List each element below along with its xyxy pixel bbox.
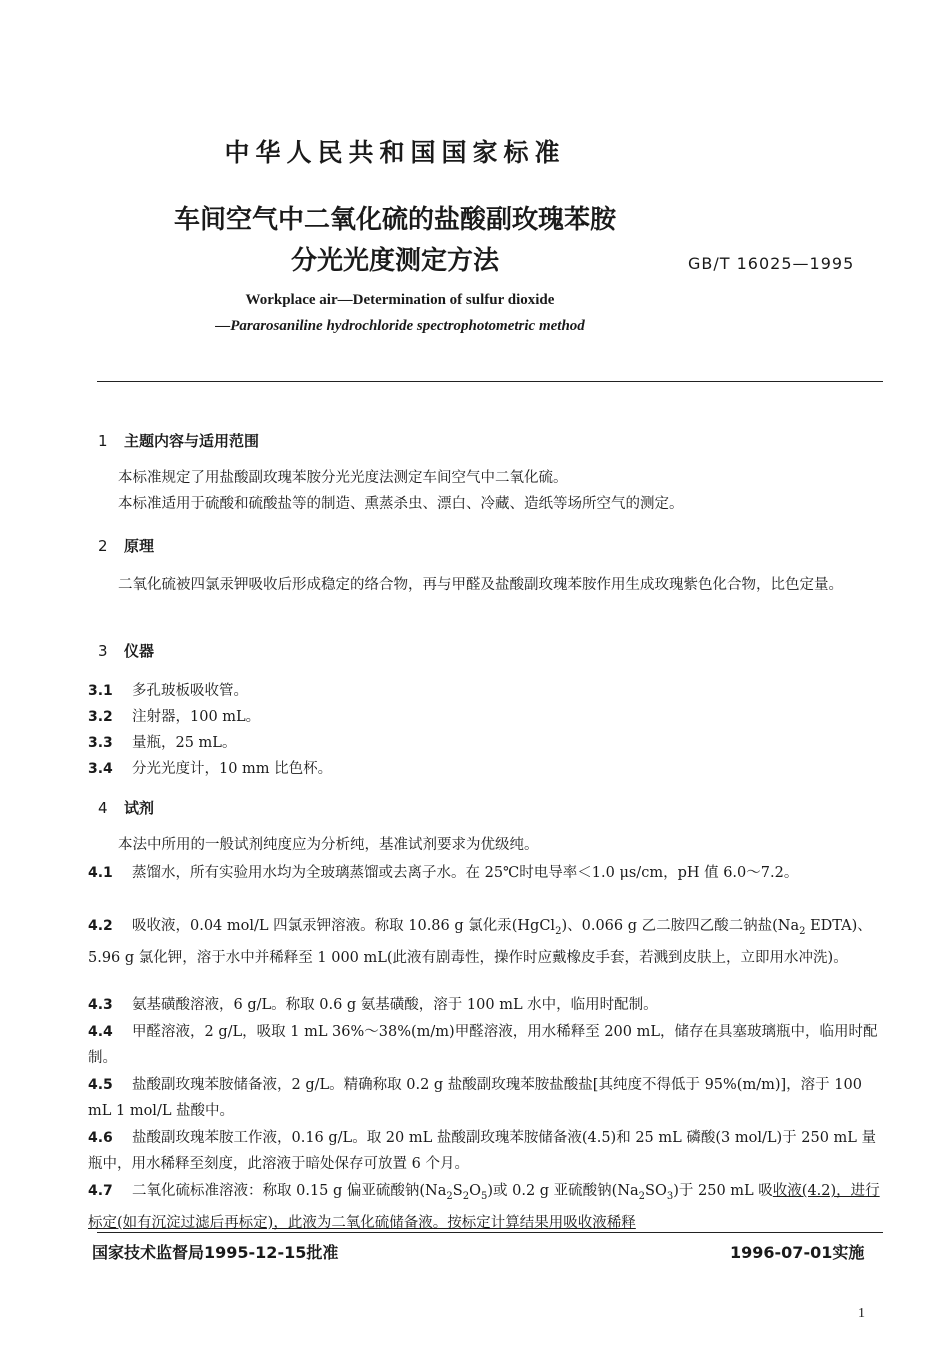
list-item	[88, 860, 883, 886]
subscript: 2	[555, 925, 562, 937]
item-text: 盐酸副玫瑰苯胺工作液，0.16 g/L。取 20 mL 盐酸副玫瑰苯胺储备液(4.5)和 25 mL 磷酸(3 mol/L)于 250 mL 量瓶中，用水稀释至刻度，此溶液于暗处保存可放置 6 个月。	[88, 1130, 877, 1172]
item-number: 4.1	[88, 865, 113, 881]
item-text-e: SO	[645, 1183, 667, 1199]
item-text: 分光光度计，10 mm 比色杯。	[132, 761, 333, 777]
section-title: 仪器	[124, 642, 155, 660]
item-text: 多孔玻板吸收管。	[132, 683, 248, 699]
header-divider	[97, 381, 883, 382]
list-item	[88, 678, 883, 704]
page-number: 1	[858, 1306, 865, 1321]
item-number: 4.5	[88, 1077, 113, 1093]
english-title-line1: Workplace air—Determination of sulfur dioxide	[245, 292, 555, 308]
section-number: 4	[98, 799, 108, 817]
footer-divider	[97, 1232, 883, 1233]
national-standard-heading: 中华人民共和国国家标准	[224, 138, 566, 167]
section-1-heading	[98, 430, 259, 451]
subscript: 2	[446, 1190, 453, 1202]
section-title: 主题内容与适用范围	[124, 432, 260, 450]
item-text-b: )、0.066 g 乙二胺四乙酸二钠盐(Na	[561, 918, 800, 934]
item-text-b: S	[452, 1183, 463, 1199]
implementation-date: 1996-07-01实施	[730, 1243, 865, 1262]
item-number: 3.3	[88, 735, 113, 751]
list-item	[88, 1072, 883, 1124]
item-number: 4.7	[88, 1183, 113, 1199]
item-text-d: )或 0.2 g 亚硫酸钠(Na	[487, 1183, 639, 1199]
section-3-heading	[98, 640, 154, 661]
item-number: 3.1	[88, 683, 113, 699]
subscript: 5	[480, 1190, 488, 1202]
item-text-a: 二氧化硫标准溶液：称取 0.15 g 偏亚硫酸钠(Na	[132, 1183, 447, 1199]
item-text: 氨基磺酸溶液，6 g/L。称取 0.6 g 氨基磺酸，溶于 100 mL 水中，临用时配制。	[132, 997, 658, 1013]
document-title-line1: 车间空气中二氧化硫的盐酸副玫瑰苯胺	[173, 205, 616, 235]
section-number: 2	[98, 537, 108, 555]
document-title-line2: 分光光度测定方法	[290, 246, 499, 276]
item-number: 3.2	[88, 709, 113, 725]
paragraph: 本标准适用于硫酸和硫酸盐等的制造、熏蒸杀虫、漂白、冷藏、造纸等场所空气的测定。	[118, 496, 684, 512]
list-item	[88, 1125, 883, 1177]
paragraph: 本标准规定了用盐酸副玫瑰苯胺分光光度法测定车间空气中二氧化硫。	[118, 470, 568, 486]
section-title: 原理	[124, 537, 155, 555]
item-number: 4.2	[88, 918, 113, 934]
section-title: 试剂	[124, 799, 155, 817]
item-number: 4.3	[88, 997, 113, 1013]
list-item	[88, 1019, 883, 1071]
item-text: 甲醛溶液，2 g/L，吸取 1 mL 36%～38%(m/m)甲醛溶液，用水稀释至 200 mL，储存在具塞玻璃瓶中，临用时配制。	[88, 1024, 878, 1066]
subscript: 2	[462, 1190, 470, 1202]
english-title-line2: —Pararosaniline hydrochloride spectrophotometric method	[215, 318, 585, 334]
list-item	[88, 913, 883, 971]
approval-date: 国家技术监督局1995-12-15批准	[92, 1243, 339, 1262]
item-text: 注射器，100 mL。	[132, 709, 261, 725]
standard-number: GB/T 16025—1995	[688, 254, 855, 273]
item-text: 蒸馏水，所有实验用水均为全玻璃蒸馏或去离子水。在 25℃时电导率＜1.0 μs/cm，pH 值 6.0～7.2。	[132, 865, 799, 881]
section-2-heading	[98, 535, 154, 556]
list-item	[88, 704, 883, 730]
item-text-f: )于 250 mL 吸	[673, 1183, 773, 1199]
list-item	[88, 992, 883, 1018]
subscript: 3	[666, 1190, 674, 1202]
list-item	[88, 1178, 883, 1236]
item-number: 4.6	[88, 1130, 113, 1146]
underlined-text: 收液(4.2)，进行标定(如有沉淀过滤后再标定)，此液为二氧化硫储备液。按标定计算结果用吸收液稀释	[88, 1183, 880, 1231]
section-number: 1	[98, 432, 108, 450]
section-4-heading	[98, 797, 154, 818]
item-text-a: 吸收液，0.04 mol/L 四氯汞钾溶液。称取 10.86 g 氯化汞(HgCl	[132, 918, 556, 934]
item-number: 3.4	[88, 761, 113, 777]
item-text: 盐酸副玫瑰苯胺储备液，2 g/L。精确称取 0.2 g 盐酸副玫瑰苯胺盐酸盐[其纯度不得低于 95%(m/m)]，溶于 100 mL 1 mol/L 盐酸中。	[88, 1077, 862, 1119]
subscript: 2	[638, 1190, 646, 1202]
item-text-c: O	[469, 1183, 481, 1199]
item-text: 量瓶，25 mL。	[132, 735, 237, 751]
item-number: 4.4	[88, 1024, 113, 1040]
list-item	[88, 730, 883, 756]
subscript: 2	[799, 925, 806, 937]
section-number: 3	[98, 642, 108, 660]
list-item	[88, 756, 883, 782]
paragraph: 二氧化硫被四氯汞钾吸收后形成稳定的络合物，再与甲醛及盐酸副玫瑰苯胺作用生成玫瑰紫色化合物，比色定量。	[118, 577, 843, 593]
item-text-c: EDTA)、5.96 g 氯化钾，溶于水中并稀释至 1 000 mL(此液有剧毒性，操作时应戴橡皮手套，若溅到皮肤上，立即用水冲洗)。	[88, 918, 872, 966]
paragraph: 本法中所用的一般试剂纯度应为分析纯，基准试剂要求为优级纯。	[118, 837, 539, 853]
